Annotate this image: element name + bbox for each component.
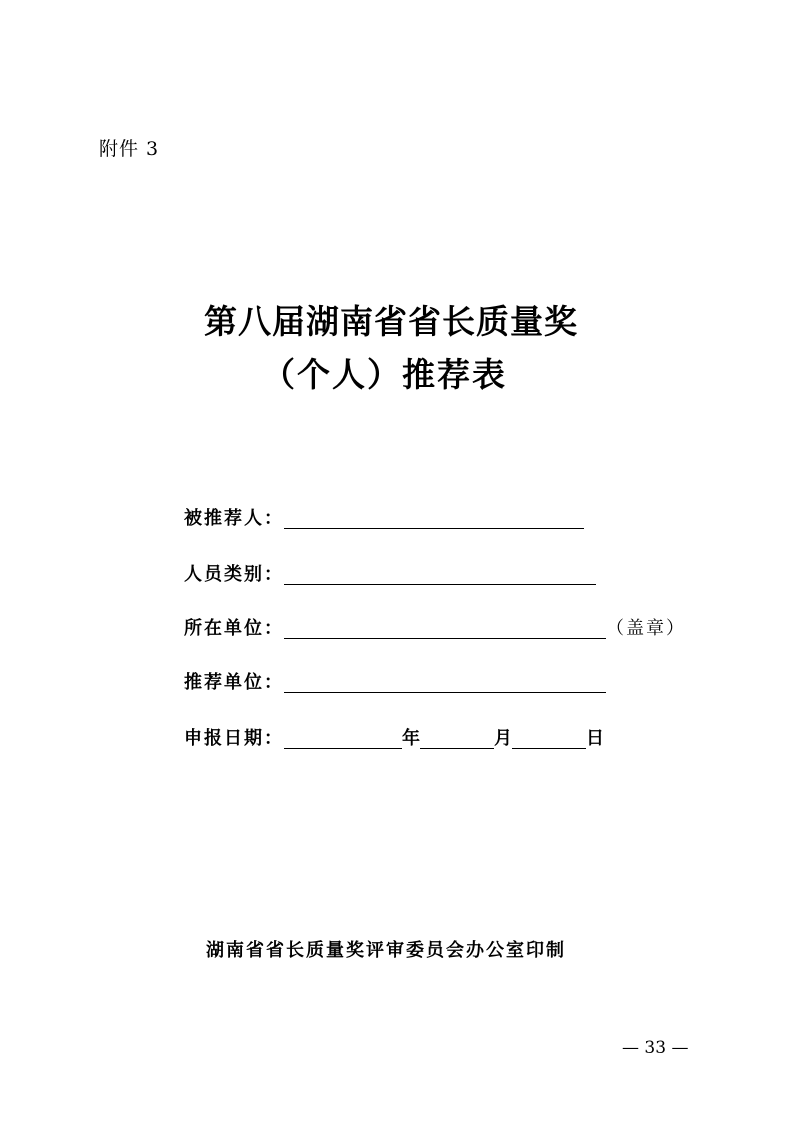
month-unit: 月 [494, 728, 512, 749]
seal-note: （盖章） [606, 618, 686, 639]
unit-row [184, 613, 686, 641]
unit-label: 所在单位： [184, 618, 284, 639]
recommender-label: 推荐单位： [184, 672, 284, 693]
date-row [184, 723, 604, 751]
nominee-label: 被推荐人： [184, 508, 284, 529]
day-unit: 日 [586, 728, 604, 749]
nominee-row [184, 503, 584, 531]
document-title-line-1: 第八届湖南省省长质量奖 [204, 302, 578, 341]
year-blank-line [284, 726, 402, 749]
page-number: — 33 — [622, 1038, 689, 1058]
day-blank-line [512, 726, 586, 749]
issuing-organization: 湖南省省长质量奖评审委员会办公室印制 [206, 940, 566, 961]
category-row [184, 559, 596, 587]
month-blank-line [420, 726, 494, 749]
year-unit: 年 [402, 728, 420, 749]
attachment-label: 附件 3 [99, 138, 160, 160]
recommender-blank-line [284, 670, 606, 693]
category-label: 人员类别： [184, 564, 284, 585]
date-label: 申报日期： [184, 728, 284, 749]
document-title-line-2: （个人）推荐表 [262, 355, 507, 394]
recommender-row [184, 667, 606, 695]
unit-blank-line [284, 616, 606, 639]
category-blank-line [284, 562, 596, 585]
nominee-blank-line [284, 506, 584, 529]
